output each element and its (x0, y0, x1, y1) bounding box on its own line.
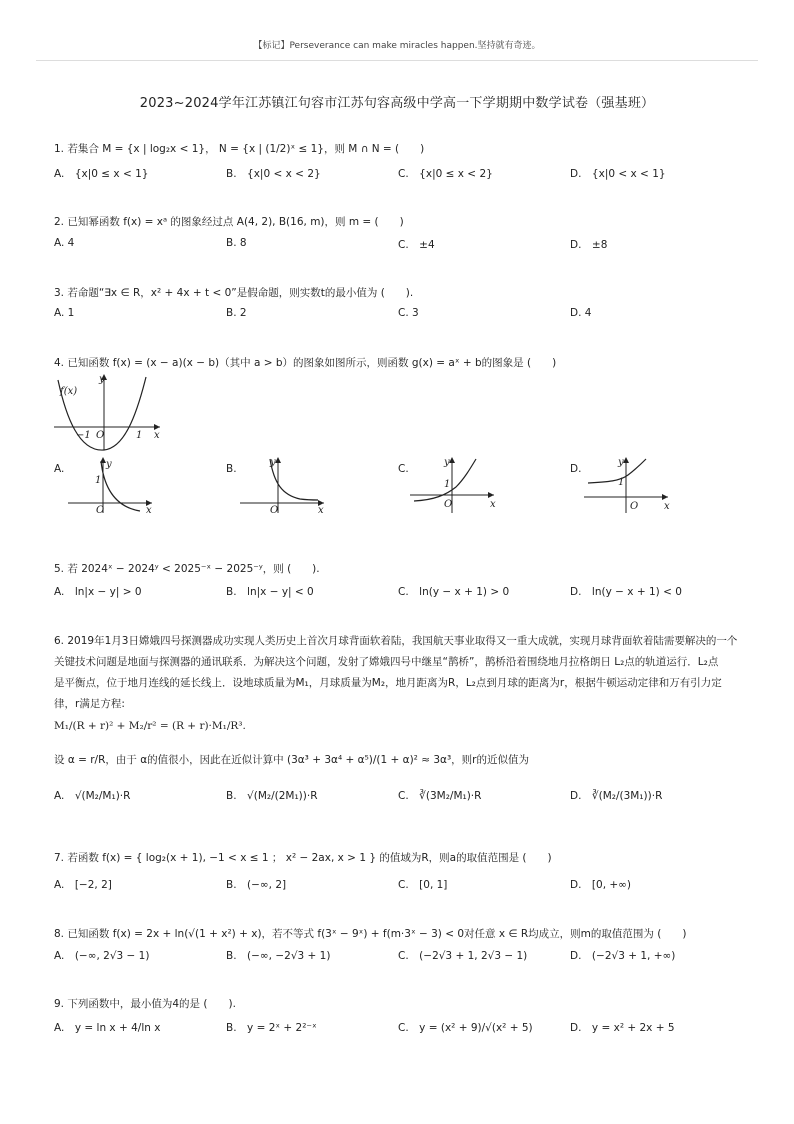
question-4-f-graph (54, 372, 174, 452)
question-4-option-a-graph (68, 455, 158, 515)
option-c-x-label: x (490, 499, 496, 510)
question-6-line-1: 6. 2019年1月3日嫦娥四号探测器成功实现人类历史上首次月球背面软着陆，我国航天事业取得又一重大成就，实现月球背面软着陆需要解决的一个 (54, 635, 738, 647)
question-1-option-b[interactable]: B. {x|0 < x < 2} (226, 168, 321, 180)
question-2-option-a[interactable]: A. 4 (54, 237, 75, 249)
question-3-stem: 3. 若命题“∃x ∈ R，x² + 4x + t < 0”是假命题，则实数t的最小值为 ( ). (54, 287, 414, 299)
option-d-tick-1: 1 (618, 477, 625, 488)
question-4-option-a[interactable]: A. (54, 463, 65, 475)
exam-title: 2023~2024学年江苏镇江句容市江苏句容高级中学高一下学期期中数学试卷（强基班） (139, 96, 655, 111)
question-7-option-d[interactable]: D. [0, +∞) (570, 879, 632, 891)
question-6-equation: M₁/(R + r)² + M₂/r² = (R + r)·M₁/R³. (54, 720, 246, 732)
question-4-option-b-graph (240, 455, 330, 515)
f-graph-label: f(x) (60, 386, 78, 397)
header-divider (36, 60, 758, 61)
question-6-option-c[interactable]: C. ∛(3M₂/M₁)·R (398, 790, 482, 802)
question-7-option-b[interactable]: B. (−∞, 2] (226, 879, 287, 891)
question-6-line-3: 是平衡点，位于地月连线的延长线上．设地球质量为M₁，月球质量为M₂，地月距离为R，L₂点到月球的距离为r，根据牛顿运动定律和万有引力定 (54, 677, 722, 689)
question-6-text (54, 631, 744, 715)
question-4-option-c-graph (410, 455, 500, 515)
question-1-option-a[interactable]: A. {x|0 ≤ x < 1} (54, 168, 149, 180)
option-a-x-label: x (146, 505, 152, 516)
question-9-stem: 9. 下列函数中，最小值为4的是 ( ). (54, 998, 236, 1010)
question-9-option-c[interactable]: C. y = (x² + 9)/√(x² + 5) (398, 1022, 533, 1034)
question-5-option-c[interactable]: C. ln(y − x + 1) > 0 (398, 586, 510, 598)
question-5-option-a[interactable]: A. ln|x − y| > 0 (54, 586, 142, 598)
option-a-origin: O (96, 505, 105, 516)
question-6-substitution: 设 α = r/R，由于 α的值很小，因此在近似计算中 (3α³ + 3α⁴ + α⁵)/(1 + α)² ≈ 3α³，则r的近似值为 (54, 754, 529, 766)
question-3-option-a[interactable]: A. 1 (54, 307, 75, 319)
question-8-option-a[interactable]: A. (−∞, 2√3 − 1) (54, 950, 150, 962)
question-5-stem: 5. 若 2024ˣ − 2024ʸ < 2025⁻ˣ − 2025⁻ʸ，则 ( ). (54, 563, 320, 575)
question-8-option-b[interactable]: B. (−∞, −2√3 + 1) (226, 950, 331, 962)
question-2-option-b[interactable]: B. 8 (226, 237, 247, 249)
question-6-option-d[interactable]: D. ∛(M₂/(3M₁))·R (570, 790, 663, 802)
option-c-tick-1: 1 (444, 479, 451, 490)
question-4-option-b[interactable]: B. (226, 463, 237, 475)
question-2-option-d[interactable]: D. ±8 (570, 239, 608, 251)
f-graph-y-label: y (99, 374, 105, 385)
question-4-option-d[interactable]: D. (570, 463, 582, 475)
question-3-option-d[interactable]: D. 4 (570, 307, 592, 319)
page-banner: 【标记】Perseverance can make miracles happen.坚持就有奇迹。 (253, 41, 541, 51)
option-d-x-label: x (664, 501, 670, 512)
question-4-stem: 4. 已知函数 f(x) = (x − a)(x − b)（其中 a > b）的图象如图所示，则函数 g(x) = aˣ + b的图象是 ( ) (54, 357, 557, 369)
option-b-y-label: y (270, 457, 276, 468)
f-graph-tick-neg1: −1 (76, 430, 91, 441)
question-2-stem: 2. 已知幂函数 f(x) = xᵃ 的图象经过点 A(4, 2), B(16, m)，则 m = ( ) (54, 216, 404, 228)
question-8-option-d[interactable]: D. (−2√3 + 1, +∞) (570, 950, 676, 962)
option-c-y-label: y (444, 457, 450, 468)
question-8-stem: 8. 已知函数 f(x) = 2x + ln(√(1 + x²) + x)，若不等式 f(3ˣ − 9ˣ) + f(m·3ˣ − 3) < 0对任意 x ∈ R均成立，则m的取值范围为 ( ) (54, 928, 687, 940)
question-2-option-c[interactable]: C. ±4 (398, 239, 435, 251)
question-7-option-a[interactable]: A. [−2, 2] (54, 879, 112, 891)
question-9-option-d[interactable]: D. y = x² + 2x + 5 (570, 1022, 675, 1034)
question-9-option-b[interactable]: B. y = 2ˣ + 2²⁻ˣ (226, 1022, 317, 1034)
question-4-option-d-graph (584, 455, 674, 515)
question-7-stem: 7. 若函数 f(x) = { log₂(x + 1), −1 < x ≤ 1 ； x² − 2ax, x > 1 } 的值域为R，则a的取值范围是 ( ) (54, 852, 552, 864)
question-8-option-c[interactable]: C. (−2√3 + 1, 2√3 − 1) (398, 950, 528, 962)
question-6-line-4: 律，r满足方程: (54, 698, 125, 710)
option-a-y-label: y (106, 459, 112, 470)
question-7-option-c[interactable]: C. [0, 1] (398, 879, 448, 891)
option-b-x-label: x (318, 505, 324, 516)
option-d-y-label: y (618, 457, 624, 468)
question-5-option-b[interactable]: B. ln|x − y| < 0 (226, 586, 314, 598)
option-d-origin: O (630, 501, 639, 512)
question-1-option-c[interactable]: C. {x|0 ≤ x < 2} (398, 168, 493, 180)
question-4-option-c[interactable]: C. (398, 463, 409, 475)
f-graph-tick-1: 1 (136, 430, 143, 441)
question-6-line-2: 关键技术问题是地面与探测器的通讯联系．为解决这个问题，发射了嫦娥四号中继星“鹊桥”，鹊桥沿着围绕地月拉格朗日 L₂点的轨道运行．L₂点 (54, 656, 719, 668)
question-5-option-d[interactable]: D. ln(y − x + 1) < 0 (570, 586, 682, 598)
question-3-option-c[interactable]: C. 3 (398, 307, 419, 319)
question-6-option-b[interactable]: B. √(M₂/(2M₁))·R (226, 790, 318, 802)
question-1-stem: 1. 若集合 M = {x | log₂x < 1}， N = {x | (1/2)ˣ ≤ 1}，则 M ∩ N = ( ) (54, 143, 425, 155)
question-1-option-d[interactable]: D. {x|0 < x < 1} (570, 168, 666, 180)
f-graph-x-label: x (154, 430, 160, 441)
question-6-option-a[interactable]: A. √(M₂/M₁)·R (54, 790, 131, 802)
option-b-origin: O (270, 505, 279, 516)
question-9-option-a[interactable]: A. y = ln x + 4/ln x (54, 1022, 161, 1034)
question-3-option-b[interactable]: B. 2 (226, 307, 247, 319)
f-graph-origin: O (96, 430, 105, 441)
option-c-origin: O (444, 499, 453, 510)
option-a-tick-1: 1 (95, 475, 102, 486)
